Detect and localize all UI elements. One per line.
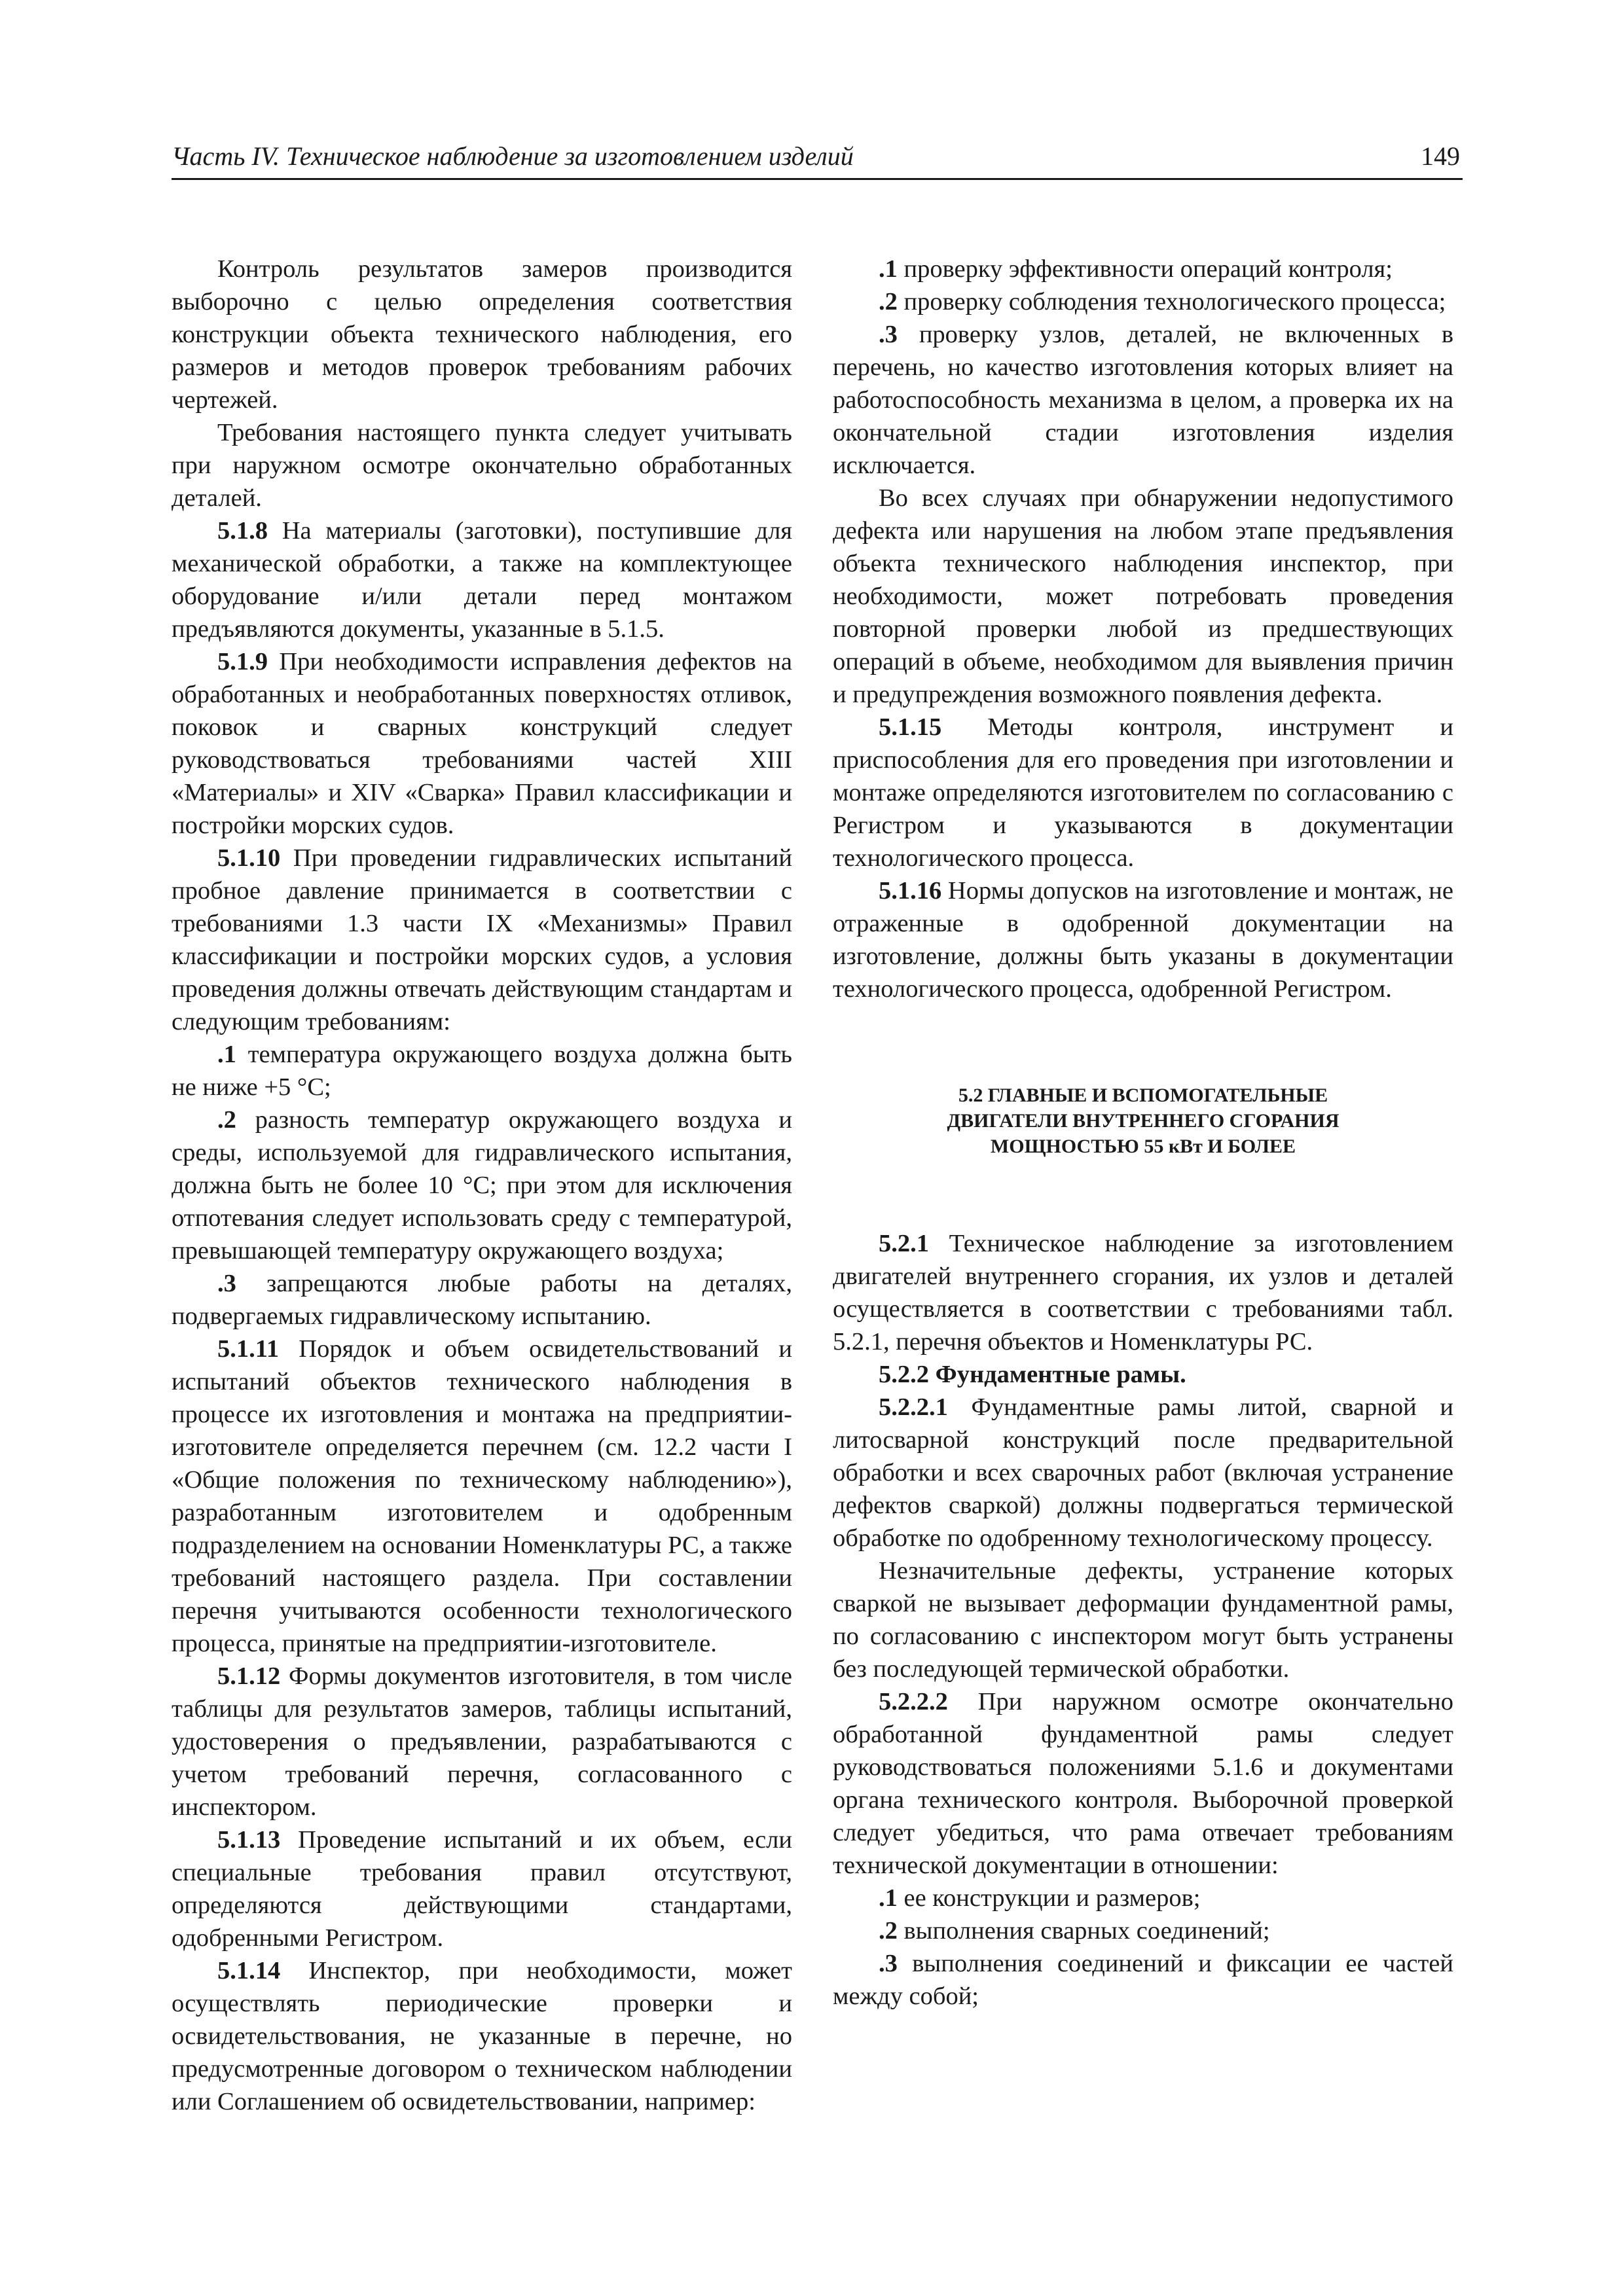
list-item: .3 выполнения соединений и фиксации ее частей между собой;	[833, 1950, 1453, 2010]
list-item: .3 проверку узлов, деталей, не включенных в перечень, но качество изготовления которых влияет на работоспособность механизма в целом, а проверка их на окончательной стадии изготовления изделия исключается.	[833, 321, 1453, 479]
paragraph: Контроль результатов замеров производится выборочно с целью определения соответствия конструкции объекта технического наблюдения, его размеров и методов проверок требованиям рабочих чертежей.	[172, 255, 792, 414]
paragraph: 5.2.2.1 Фундаментные рамы литой, сварной и литосварной конструкций после предварительной обработки и всех сварочных работ (включая устранение дефектов сваркой) должны подвергаться термической обработке по одобренному технологическому процессу.	[833, 1393, 1453, 1552]
paragraph: 5.2.2.2 При наружном осмотре окончательно обработанной фундаментной рамы следует руководствоваться положениями 5.1.6 и документами органа технического контроля. Выборочной проверкой следует убедиться, что рама отвечает требованиям технической документации в отношении:	[833, 1688, 1453, 1879]
paragraph: Во всех случаях при обнаружении недопустимого дефекта или нарушения на любом этапе предъявления объекта технического наблюдения инспектор, при необходимости, может потребовать проведения повторной проверки любой из предшествующих операций в объеме, необходимом для выявления причин и предупреждения возможного появления дефекта.	[833, 484, 1453, 708]
list-item: .3 запрещаются любые работы на деталях, подвергаемых гидравлическому испытанию.	[172, 1270, 792, 1330]
paragraph: Незначительные дефекты, устранение которых сваркой не вызывает деформации фундаментной рамы, по согласованию с инспектором могут быть устранены без последующей термической обработки.	[833, 1557, 1453, 1683]
clause-number: 5.1.16	[879, 877, 942, 905]
item-number: .3	[217, 1270, 236, 1297]
list-item: .1 проверку эффективности операций контроля;	[879, 255, 1393, 283]
running-title: Часть IV. Техническое наблюдение за изготовлением изделий	[172, 141, 854, 171]
paragraph: 5.1.14 Инспектор, при необходимости, может осуществлять периодические проверки и освидетельствования, не указанные в перечне, но предусмотренные договором о техническом наблюдении или Соглашением об освидетельствовании, например:	[172, 1957, 792, 2115]
clause-number: 5.2.2.1	[879, 1393, 948, 1421]
item-number: .1	[879, 1884, 898, 1912]
clause-number: 5.1.10	[217, 844, 281, 872]
heading-line: 5.2 ГЛАВНЫЕ И ВСПОМОГАТЕЛЬНЫЕ	[958, 1085, 1328, 1106]
list-item: .1 температура окружающего воздуха должна быть не ниже +5 °C;	[172, 1041, 792, 1101]
page-header	[172, 137, 1463, 180]
item-number: .2	[879, 1917, 898, 1945]
paragraph: 5.2.1 Техническое наблюдение за изготовлением двигателей внутреннего сгорания, их узлов и деталей осуществляется в соответствии с требованиями табл. 5.2.1, перечня объектов и Номенклатуры РС.	[833, 1230, 1453, 1355]
item-number: .2	[879, 288, 898, 315]
clause-number: 5.1.15	[879, 713, 942, 741]
list-item: .2 проверку соблюдения технологического процесса;	[879, 288, 1446, 315]
page-number: 149	[1421, 141, 1460, 171]
clause-number: 5.1.14	[217, 1957, 281, 1984]
paragraph: Требования настоящего пункта следует учитывать при наружном осмотре окончательно обработанных деталей.	[172, 419, 792, 512]
heading-line: МОЩНОСТЬЮ 55 кВт И БОЛЕЕ	[990, 1136, 1296, 1157]
paragraph: 5.1.15 Методы контроля, инструмент и приспособления для его проведения при изготовлении и монтаже определяются изготовителем по согласованию с Регистром и указываются в документации технологического процесса.	[833, 713, 1453, 872]
clause-number: 5.1.9	[217, 648, 268, 675]
item-number: .3	[879, 321, 898, 348]
paragraph: 5.1.10 При проведении гидравлических испытаний пробное давление принимается в соответствии с требованиями 1.3 части IX «Механизмы» Правил классификации и постройки морских судов, а условия проведения должны отвечать действующим стандартам и следующим требованиям:	[172, 844, 792, 1035]
paragraph: 5.1.12 Формы документов изготовителя, в том числе таблицы для результатов замеров, таблицы испытаний, удостоверения о предъявлении, разрабатываются с учетом требований перечня, согласованного с инспектором.	[172, 1662, 792, 1821]
section-heading	[833, 1083, 1453, 1159]
clause-number: 5.2.2.2	[879, 1688, 948, 1715]
paragraph: 5.1.9 При необходимости исправления дефектов на обработанных и необработанных поверхностях отливок, поковок и сварных конструкций следует руководствоваться требованиями частей XIII «Материалы» и XIV «Сварка» Правил классификации и постройки морских судов.	[172, 648, 792, 839]
item-number: .1	[879, 255, 898, 283]
paragraph: 5.1.13 Проведение испытаний и их объем, если специальные требования правил отсутствуют, определяются действующими стандартами, одобренными Регистром.	[172, 1826, 792, 1952]
clause-number: 5.1.11	[217, 1335, 280, 1363]
heading-line: ДВИГАТЕЛИ ВНУТРЕННЕГО СГОРАНИЯ	[947, 1110, 1340, 1132]
list-item: .1 ее конструкции и размеров;	[879, 1884, 1201, 1912]
list-item: .2 разность температур окружающего воздуха и среды, используемой для гидравлического испытания, должна быть не более 10 °C; при этом для исключения отпотевания следует использовать среду с температурой, превышающей температуру окружающего воздуха;	[172, 1106, 792, 1265]
item-number: .3	[879, 1950, 898, 1977]
left-column	[172, 253, 792, 2118]
list-item: .2 выполнения сварных соединений;	[879, 1917, 1270, 1945]
clause-number: 5.1.13	[217, 1826, 281, 1854]
paragraph: 5.1.8 На материалы (заготовки), поступившие для механической обработки, а также на комплектующее оборудование и/или детали перед монтажом предъявляются документы, указанные в 5.1.5.	[172, 517, 792, 643]
clause-number: 5.1.8	[217, 517, 268, 545]
paragraph: 5.1.16 Нормы допусков на изготовление и монтаж, не отраженные в одобренной документации на изготовление, должны быть указаны в документации технологического процесса, одобренной Регистром.	[833, 877, 1453, 1003]
item-number: .2	[217, 1106, 236, 1134]
clause-number: 5.1.12	[217, 1662, 281, 1690]
item-number: .1	[217, 1041, 236, 1068]
subsection-title: 5.2.2 Фундаментные рамы.	[879, 1361, 1186, 1388]
paragraph: 5.1.11 Порядок и объем освидетельствований и испытаний объектов технического наблюдения в процессе их изготовления и монтажа на предприятии-изготовителе определяется перечнем (см. 12.2 части I «Общие положения по техническому наблюдению»), разработанным изготовителем и одобренным подразделением на основании Номенклатуры РС, а также требований настоящего раздела. При составлении перечня учитываются особенности технологического процесса, принятые на предприятии-изготовителе.	[172, 1335, 792, 1657]
right-column	[833, 253, 1453, 2013]
clause-number: 5.2.1	[879, 1230, 929, 1257]
